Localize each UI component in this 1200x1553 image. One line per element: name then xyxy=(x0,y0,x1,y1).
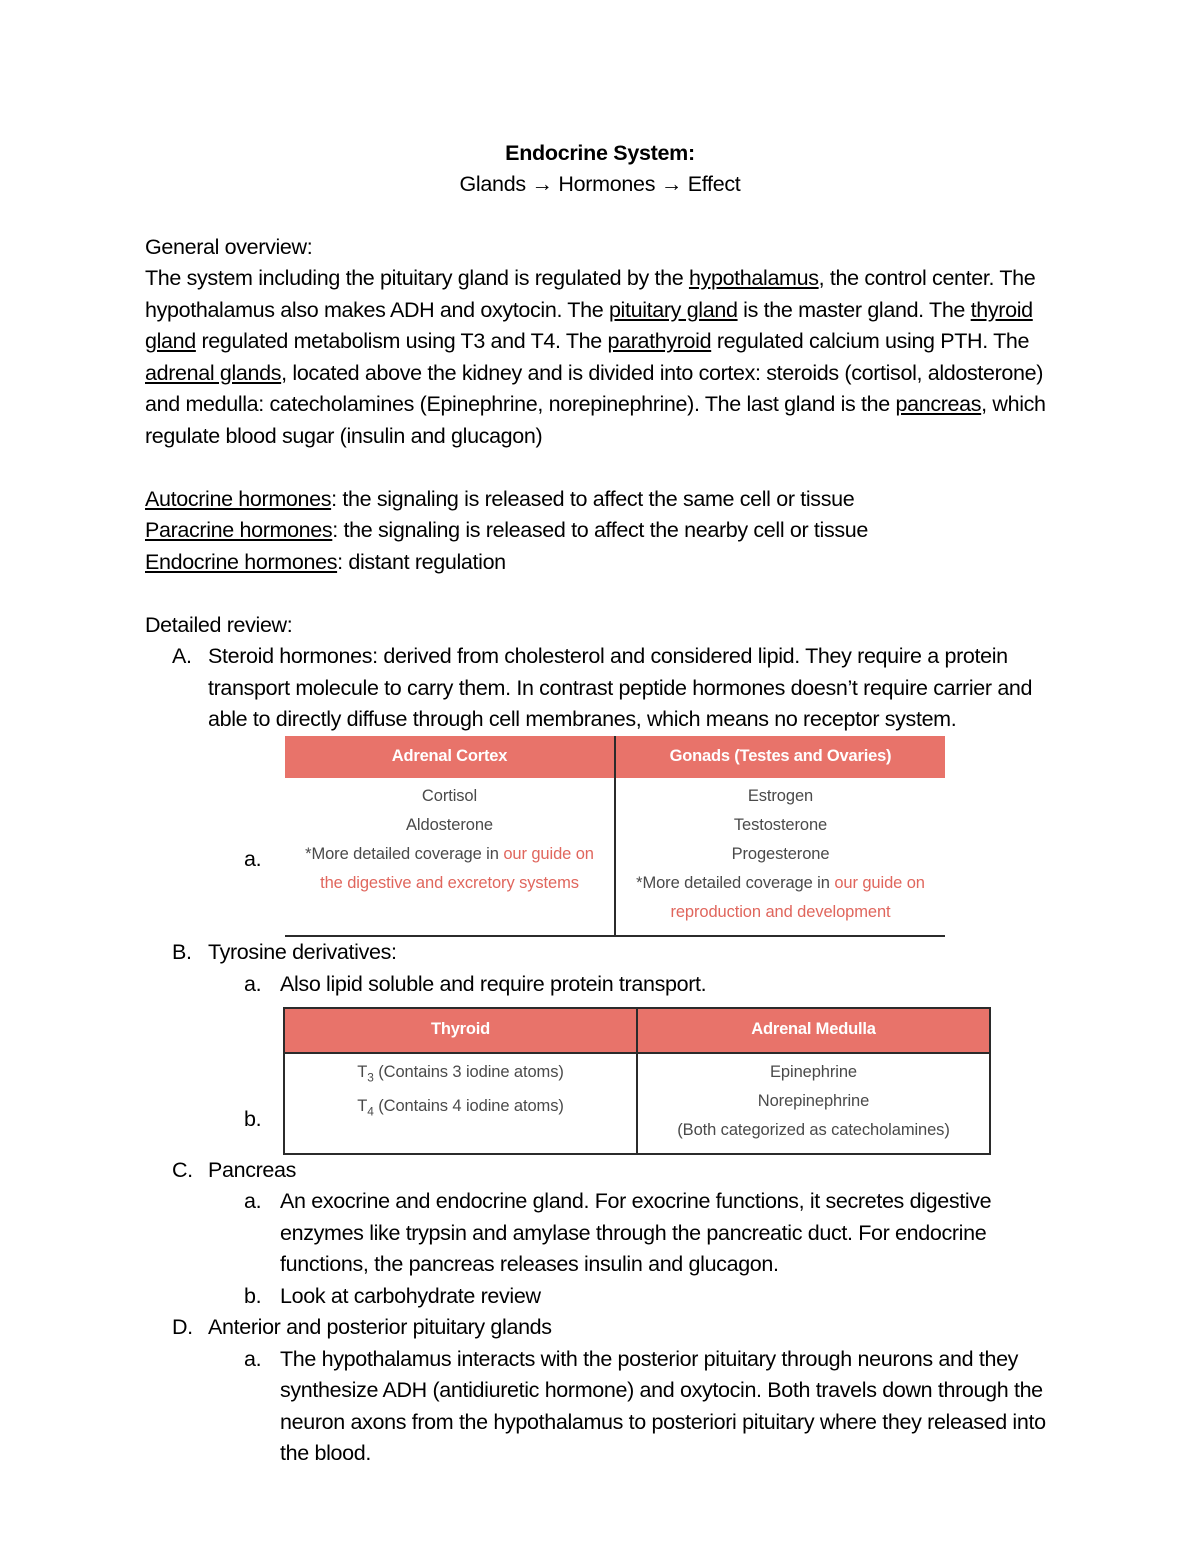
spacer xyxy=(145,452,1055,484)
hormone-type-endocrine xyxy=(145,547,1055,579)
cell-note-line-2: the digestive and excretory systems xyxy=(320,874,579,892)
t4-description: (Contains 4 iodine atoms) xyxy=(373,1096,564,1115)
hormone-type-paracrine xyxy=(145,515,1055,547)
table-header-row xyxy=(285,736,945,779)
overview-paragraph xyxy=(145,263,1055,452)
outline-marker-b-sub-b: b. xyxy=(244,1107,262,1131)
hormone-type-definition: : the signaling is released to affect the same cell or tissue xyxy=(331,486,855,511)
cell-note-gray: *More detailed coverage in xyxy=(305,845,504,863)
cell-note-line-2: reproduction and development xyxy=(670,903,891,921)
overview-seg-2: , the control center. The hypothalamus also makes ADH and oxytocin. The xyxy=(145,266,1036,322)
hormone-type-definition: : the signaling is released to affect the nearby cell or tissue xyxy=(332,518,868,542)
outline-item-c xyxy=(145,1155,1055,1187)
table-header-row xyxy=(284,1008,990,1053)
outline-text-d: Anterior and posterior pituitary glands xyxy=(208,1315,552,1339)
cell-line: Estrogen xyxy=(747,787,814,805)
outline-text-d-sub-a: The hypothalamus interacts with the posterior pituitary through neurons and they synthesize ADH (antidiuretic hormone) and oxytocin. Both travels down through the neuron axons from the hypothalamus to posteriori pituitary where they released into the blood. xyxy=(280,1346,1046,1465)
page-subtitle: Glands → Hormones → Effect xyxy=(459,172,741,196)
cell-note-gray: *More detailed coverage in xyxy=(636,874,835,892)
table-header-adrenal-medulla: Adrenal Medulla xyxy=(637,1008,990,1053)
cell-line: Cortisol xyxy=(421,787,478,805)
outline-marker-c-sub-b: b. xyxy=(244,1283,262,1308)
hormone-type-definition: : distant regulation xyxy=(337,549,506,574)
term-hypothalamus: hypothalamus xyxy=(688,266,819,290)
spacer xyxy=(145,578,1055,610)
outline-marker-c-sub-a: a. xyxy=(244,1189,262,1213)
outline-item-b-sub-a xyxy=(145,969,1055,1001)
outline-item-d xyxy=(145,1312,1055,1344)
steroid-hormone-table xyxy=(285,736,945,938)
cell-line: Aldosterone xyxy=(406,816,493,834)
overview-seg-7: , which regulate blood sugar (insulin and glucagon) xyxy=(145,392,1046,448)
cell-line: Norepinephrine xyxy=(757,1091,870,1110)
outline-text-c-sub-a: An exocrine and endocrine gland. For exocrine functions, it secretes digestive enzymes like trypsin and amylase through the pancreatic duct. For endocrine functions, the pancreas releases insulin and glucagon. xyxy=(280,1189,992,1276)
general-overview-heading: General overview: xyxy=(145,234,313,259)
t4-subscript: 4 xyxy=(367,1104,374,1119)
outline-item-a-sub-a xyxy=(145,736,1055,938)
outline-marker-a-sub-a: a. xyxy=(244,846,262,871)
table-cell-adrenal-cortex xyxy=(285,778,615,936)
hormone-type-autocrine xyxy=(145,484,1055,516)
table-cell-adrenal-medulla xyxy=(637,1053,990,1154)
t3-symbol: T xyxy=(357,1062,368,1081)
hormone-type-term: Endocrine hormones xyxy=(145,549,338,574)
term-pancreas: pancreas xyxy=(895,392,982,416)
outline-item-a xyxy=(145,641,1055,736)
table-cell-thyroid xyxy=(284,1053,637,1154)
outline-item-b xyxy=(145,937,1055,969)
term-thyroid-gland: thyroid gland xyxy=(145,297,1033,353)
overview-seg-5: regulated calcium using PTH. The xyxy=(711,329,1030,353)
detailed-review-heading: Detailed review: xyxy=(145,612,293,637)
cell-note-line-1 xyxy=(622,869,939,898)
document-body xyxy=(145,138,1055,1470)
outline-text-b-sub-a: Also lipid soluble and require protein transport. xyxy=(280,971,707,996)
cell-note-link: our guide on xyxy=(503,845,594,863)
outline-text-b: Tyrosine derivatives: xyxy=(208,940,397,964)
outline-text-c-sub-b: Look at carbohydrate review xyxy=(280,1283,541,1308)
spacer xyxy=(145,200,1055,232)
document-title-block xyxy=(145,138,1055,200)
cell-line: (Both categorized as catecholamines) xyxy=(677,1120,950,1139)
cell-line: Epinephrine xyxy=(770,1062,857,1081)
cell-note-link: our guide on xyxy=(834,874,925,892)
outline-text-c: Pancreas xyxy=(208,1157,297,1182)
t3-subscript: 3 xyxy=(367,1069,374,1084)
table-header-thyroid: Thyroid xyxy=(284,1008,637,1053)
table-header-adrenal-cortex: Adrenal Cortex xyxy=(285,736,615,779)
term-adrenal-glands: adrenal glands xyxy=(145,360,282,385)
outline-marker-c: C. xyxy=(172,1157,193,1182)
outline-marker-d-sub-a: a. xyxy=(244,1346,262,1371)
tyrosine-hormone-table xyxy=(283,1007,991,1155)
outline-text-a: Steroid hormones: derived from cholesterol and considered lipid. They require a protein transport molecule to carry them. In contrast peptide hormones doesn’t require carrier and able to directly diffuse through cell membranes, which means no receptor system. xyxy=(208,644,1033,731)
overview-seg-6: , located above the kidney and is divided into cortex: steroids (cortisol, aldosterone) and medulla: catecholamines (Epinephrine, norepinephrine). The last gland is the xyxy=(145,360,1044,416)
outline-item-c-sub-a xyxy=(145,1186,1055,1281)
table-header-gonads: Gonads (Testes and Ovaries) xyxy=(615,736,945,779)
cell-line: Progesterone xyxy=(731,845,830,863)
table-row xyxy=(285,778,945,936)
cell-line-t3 xyxy=(291,1058,630,1092)
hormone-type-term: Autocrine hormones xyxy=(145,486,332,511)
overview-seg-3: is the master gland. The xyxy=(737,297,971,322)
table-cell-gonads xyxy=(615,778,945,936)
page-title: Endocrine System: xyxy=(505,141,695,165)
cell-note-line-1 xyxy=(291,840,608,869)
cell-line-t4 xyxy=(291,1092,630,1126)
outline-item-d-sub-a xyxy=(145,1344,1055,1470)
hormone-type-term: Paracrine hormones xyxy=(145,518,333,542)
outline-item-c-sub-b xyxy=(145,1281,1055,1313)
term-parathyroid: parathyroid xyxy=(607,329,712,353)
outline-marker-b: B. xyxy=(172,940,192,964)
outline-marker-b-sub-a: a. xyxy=(244,971,262,996)
outline-marker-d: D. xyxy=(172,1315,193,1339)
overview-seg-1: The system including the pituitary gland is regulated by the xyxy=(145,266,689,290)
term-pituitary-gland: pituitary gland xyxy=(608,297,738,322)
outline-marker-a: A. xyxy=(172,644,192,668)
t4-symbol: T xyxy=(357,1096,368,1115)
t3-description: (Contains 3 iodine atoms) xyxy=(373,1062,564,1081)
cell-line: Testosterone xyxy=(733,816,828,834)
outline-item-b-sub-b xyxy=(145,1007,1055,1155)
overview-seg-4: regulated metabolism using T3 and T4. The xyxy=(195,329,608,353)
table-row xyxy=(284,1053,990,1154)
